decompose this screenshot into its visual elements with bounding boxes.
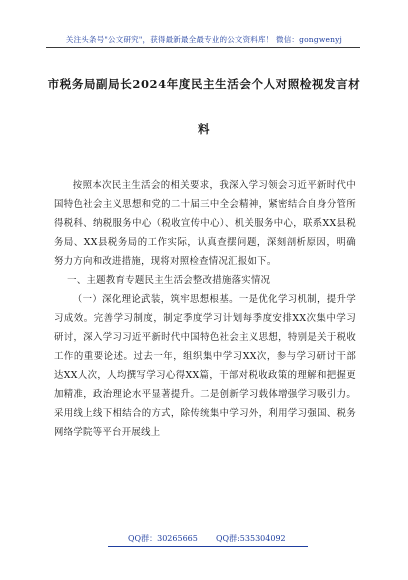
paragraph-intro: 按照本次民主生活会的相关要求，我深入学习领会习近平新时代中国特色社会主义思想和党的二十届三中全会精神，紧密结合自身分管所得税科、纳税服务中心（税收宣传中心）、机关服务中心，联系XX县税务局、XX县税务局的工作实际，认真查摆问题，深刻剖析原因，明确努力方向和改进措施，现将对照检查情况汇报如下。 [54, 180, 356, 267]
section-heading: 一、主题教育专题民主生活会整改措施落实情况 [67, 275, 271, 286]
document-body [54, 176, 356, 442]
header-divider [46, 47, 360, 48]
header-banner: 关注头条号"公文研究"，获得最新最全最专业的公文资料库！ 微信：gongwenyj [65, 35, 343, 44]
footer-qq-group-1: QQ群：30265665 [128, 534, 198, 543]
footer-qq-group-2: QQ群:535304092 [216, 534, 286, 543]
document-title-line2: 料 [197, 122, 211, 136]
document-title-line1: 市税务局副局长2024年度民主生活会个人对照检视发言材 [47, 77, 361, 91]
footer-divider [108, 546, 308, 547]
paragraph-theory: （一）深化理论武装，筑牢思想根基。一是优化学习机制，提升学习成效。完善学习制度，制定季度学习计划每季度安排XX次集中学习研讨，深入学习习近平新时代中国特色社会主义思想，特别是关于税收工作的重要论述。过去一年，组织集中学习XX次，参与学习研讨干部达XX人次，人均撰写学习心得XX篇，干部对税收政策的理解和把握更加精准，政治理论水平显著提升。二是创新学习载体增强学习吸引力。采用线上线下相结合的方式，除传统集中学习外，利用学习强国、税务网络学院等平台开展线上 [54, 294, 356, 438]
